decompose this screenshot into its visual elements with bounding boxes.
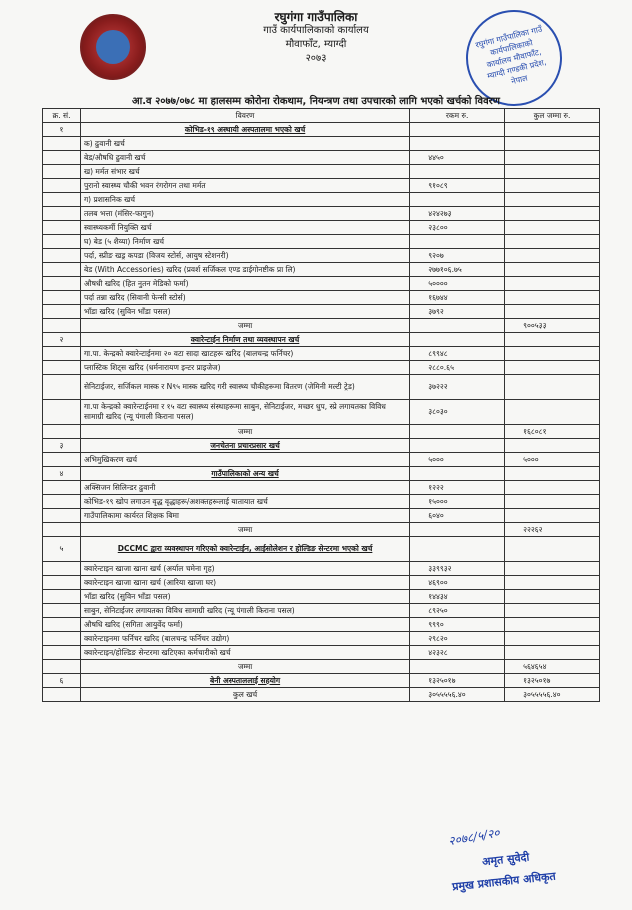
cell-total: २२२६२ [505, 523, 600, 537]
signatory-name: अमृत सुवेदी [481, 850, 530, 869]
cell-sn [43, 618, 81, 632]
cell-sn [43, 425, 81, 439]
cell-amount [410, 660, 505, 674]
cell-description: पर्दा तन्ना खरिद (सिवानी फेन्सी स्टोर्स) [80, 291, 409, 305]
cell-total [505, 249, 600, 263]
table-row [43, 632, 600, 646]
cell-total [505, 439, 600, 453]
cell-sn [43, 347, 81, 361]
cell-total [505, 137, 600, 151]
cell-amount [410, 123, 505, 137]
cell-amount: २७७१०६.७५ [410, 263, 505, 277]
cell-amount: ३८०३० [410, 400, 505, 425]
cell-description: जनचेतना प्रचारप्रसार खर्च [80, 439, 409, 453]
document-title: आ.व २०७७/०७८ मा हालसम्म कोरोना रोकथाम, नियन्त्रण तथा उपचारको लागि भएको खर्चको विवरण [132, 96, 500, 107]
table-row [43, 537, 600, 562]
cell-amount [410, 319, 505, 333]
cell-total: ५६४६५४ [505, 660, 600, 674]
cell-amount: ४२४२७३ [410, 207, 505, 221]
cell-total [505, 495, 600, 509]
cell-amount [410, 235, 505, 249]
cell-description: गा.पा. केन्द्रको क्वारेन्टाईनमा २० वटा सादा खाटहरू खरिद (बालचन्द्र फर्निचर) [80, 347, 409, 361]
table-row [43, 179, 600, 193]
cell-amount [410, 467, 505, 481]
cell-amount: ३७२२२ [410, 375, 505, 400]
cell-sn [43, 523, 81, 537]
table-row [43, 425, 600, 439]
cell-total [505, 305, 600, 319]
cell-amount: ३०५५५५६.४० [410, 688, 505, 702]
cell-total: १३२५०१७ [505, 674, 600, 688]
table-row [43, 221, 600, 235]
cell-amount: १३२५०१७ [410, 674, 505, 688]
cell-amount: १५००० [410, 495, 505, 509]
cell-description: जम्मा [80, 660, 409, 674]
cell-description: जम्मा [80, 319, 409, 333]
stamp-text: रघुगंगा गाउँपालिका गाउँ कार्यपालिकाको कार्यालय मौवाफाँट, म्याग्दी गण्डकी प्रदेश, नेपाल [474, 24, 548, 86]
cell-amount: ४२३२८ [410, 646, 505, 660]
cell-sn [43, 277, 81, 291]
col-header-description: विवरण [80, 109, 409, 123]
cell-amount: ९१०८९ [410, 179, 505, 193]
cell-description: ग) प्रशासनिक खर्च [80, 193, 409, 207]
table-row [43, 646, 600, 660]
cell-amount [410, 523, 505, 537]
cell-sn [43, 660, 81, 674]
cell-total [505, 347, 600, 361]
cell-amount [410, 537, 505, 562]
cell-sn [43, 235, 81, 249]
cell-description: क्वारेन्टाइनमा फर्निचर खरिद (बालचन्द्र फर्निचर उद्योग) [80, 632, 409, 646]
cell-sn [43, 193, 81, 207]
cell-amount: १६७४४ [410, 291, 505, 305]
cell-amount [410, 165, 505, 179]
cell-amount: ९२०७ [410, 249, 505, 263]
cell-description: बेड/औषधि ढुवानी खर्च [80, 151, 409, 165]
table-row [43, 165, 600, 179]
table-row [43, 207, 600, 221]
cell-total [505, 179, 600, 193]
cell-sn: ६ [43, 674, 81, 688]
table-row [43, 618, 600, 632]
cell-total [505, 481, 600, 495]
cell-sn [43, 562, 81, 576]
cell-total [505, 400, 600, 425]
table-row [43, 305, 600, 319]
cell-description: पर्दा, स्प्रीङ खड्र कपडा (विजय स्टोर्स, आयुष स्टेशनरी) [80, 249, 409, 263]
cell-sn [43, 576, 81, 590]
cell-sn [43, 632, 81, 646]
cell-description: क्वारेन्टाईन निर्माण तथा व्यवस्थापन खर्च [80, 333, 409, 347]
cell-total: ५००० [505, 453, 600, 467]
cell-sn [43, 375, 81, 400]
cell-description: क) ढुवानी खर्च [80, 137, 409, 151]
cell-sn [43, 590, 81, 604]
cell-amount: ४६९०० [410, 576, 505, 590]
table-row [43, 453, 600, 467]
table-body [43, 123, 600, 702]
cell-sn [43, 291, 81, 305]
cell-amount: ९९९० [410, 618, 505, 632]
cell-total [505, 207, 600, 221]
table-row [43, 400, 600, 425]
cell-sn [43, 305, 81, 319]
cell-sn [43, 646, 81, 660]
expense-table [42, 108, 600, 702]
cell-amount: ८९९४८ [410, 347, 505, 361]
table-row [43, 333, 600, 347]
table-row [43, 319, 600, 333]
cell-total [505, 361, 600, 375]
cell-total [505, 165, 600, 179]
table-row [43, 235, 600, 249]
cell-total: ९००५३३ [505, 319, 600, 333]
table-row [43, 481, 600, 495]
cell-sn [43, 165, 81, 179]
office-name: गाउँ कार्यपालिकाको कार्यालय [263, 25, 369, 36]
cell-sn [43, 604, 81, 618]
cell-sn [43, 495, 81, 509]
cell-sn [43, 509, 81, 523]
cell-amount: ४४५० [410, 151, 505, 165]
cell-total [505, 375, 600, 400]
table-row [43, 361, 600, 375]
cell-amount: ५००० [410, 453, 505, 467]
cell-total [505, 263, 600, 277]
cell-sn [43, 481, 81, 495]
cell-description: क्वारेन्टाइन/होल्डिङ सेन्टरमा खटिएका कर्मचारीको खर्च [80, 646, 409, 660]
col-header-total: कुल जम्मा रु. [505, 109, 600, 123]
cell-total [505, 277, 600, 291]
table-row [43, 509, 600, 523]
cell-description: तलब भत्ता (मंसिर-फागुन) [80, 207, 409, 221]
cell-total [505, 618, 600, 632]
table-row [43, 151, 600, 165]
cell-amount: ५०००० [410, 277, 505, 291]
cell-total [505, 467, 600, 481]
table-row [43, 137, 600, 151]
cell-description: कुल खर्च [80, 688, 409, 702]
cell-description: क्वारेन्टाइन खाजा खाना खर्च (अर्याल चमेना गृह) [80, 562, 409, 576]
table-row [43, 375, 600, 400]
cell-description: गा.पा केन्द्रको क्वारेन्टाईनमा र १५ वटा स्वास्थ्य संस्थाहरूमा साबुन, सेनिटाईजर, मच्छर धुप, स्प्रे लगायतका विविध सामाग्री खरिद (न्यू पंगाली किराना पसल) [80, 400, 409, 425]
cell-description: बेड (With Accessories) खरिद (प्रवर्श सर्जिकल एण्ड डाईगोनष्टीक प्रा लि) [80, 263, 409, 277]
office-address: मौवाफाँट, म्याग्दी [285, 39, 347, 50]
signature-scribble: २०७८/५/२० [447, 825, 501, 849]
cell-amount: २३८०० [410, 221, 505, 235]
cell-sn [43, 137, 81, 151]
cell-description: सेनिटाईजर, सर्जिकल मास्क र N९५ मास्क खरिद गरी स्वास्थ्य चौकीहरूमा वितरण (जेमिनी मल्टी ट्रेड) [80, 375, 409, 400]
cell-amount [410, 193, 505, 207]
cell-sn [43, 249, 81, 263]
cell-description: स्वास्थ्यकर्मी नियुक्ति खर्च [80, 221, 409, 235]
cell-amount: १२२२ [410, 481, 505, 495]
cell-total [505, 151, 600, 165]
cell-total [505, 291, 600, 305]
cell-sn: २ [43, 333, 81, 347]
cell-sn [43, 263, 81, 277]
col-header-amount: रकम रु. [410, 109, 505, 123]
letterhead-year: २०७३ [305, 53, 327, 64]
cell-sn: १ [43, 123, 81, 137]
cell-description: घ) बेड (५ शैय्या) निर्माण खर्च [80, 235, 409, 249]
table-row [43, 249, 600, 263]
cell-description: क्वारेन्टाइन खाजा खाना खर्च (आरिया खाजा घर) [80, 576, 409, 590]
table-row [43, 604, 600, 618]
table-row [43, 439, 600, 453]
cell-sn [43, 151, 81, 165]
cell-total [505, 562, 600, 576]
cell-description: जम्मा [80, 425, 409, 439]
signature-block [438, 822, 598, 902]
cell-description: भाँडा खरिद (सुविन भाँडा पसल) [80, 590, 409, 604]
cell-total [505, 333, 600, 347]
table-row [43, 660, 600, 674]
table-header-row [43, 109, 600, 123]
cell-sn [43, 453, 81, 467]
cell-sn: ३ [43, 439, 81, 453]
cell-total [505, 123, 600, 137]
table-row [43, 467, 600, 481]
table-row [43, 688, 600, 702]
cell-amount [410, 425, 505, 439]
org-name: रघुगंगा गाउँपालिका [274, 10, 358, 24]
cell-sn [43, 361, 81, 375]
cell-amount: ८९२५० [410, 604, 505, 618]
cell-amount: २९८२० [410, 632, 505, 646]
cell-total [505, 509, 600, 523]
cell-sn [43, 688, 81, 702]
cell-description: अभिमुखिकरण खर्च [80, 453, 409, 467]
cell-description: अक्सिजन सिलिन्डर ढुवानी [80, 481, 409, 495]
col-header-sn: क्र. सं. [43, 109, 81, 123]
cell-description: साबुन, सेनिटाईजर लगायतका विविध सामाग्री खरिद (न्यू पंगाली किराना पसल) [80, 604, 409, 618]
cell-description: बेनी अस्पताललाई सहयोग [80, 674, 409, 688]
cell-amount: ३७९२ [410, 305, 505, 319]
table-row [43, 277, 600, 291]
cell-description: गाउँपालिकामा कार्यरत शिक्षक बिमा [80, 509, 409, 523]
table-row [43, 123, 600, 137]
cell-description: ख) मर्मत संभार खर्च [80, 165, 409, 179]
cell-description: जम्मा [80, 523, 409, 537]
table-row [43, 495, 600, 509]
cell-total [505, 576, 600, 590]
cell-description: प्लास्टिक शिट्स खरिद (धर्मनारायण इन्टर प्राइजेज) [80, 361, 409, 375]
cell-total [505, 632, 600, 646]
cell-sn [43, 400, 81, 425]
cell-amount: ६०४० [410, 509, 505, 523]
cell-amount [410, 439, 505, 453]
cell-description: भाँडा खरिद (सुविन भाँडा पसल) [80, 305, 409, 319]
cell-sn [43, 207, 81, 221]
cell-total [505, 590, 600, 604]
signatory-designation: प्रमुख प्रशासकीय अधिकृत [451, 869, 557, 894]
cell-sn [43, 221, 81, 235]
cell-total [505, 646, 600, 660]
cell-amount: १४४३४ [410, 590, 505, 604]
cell-description: DCCMC द्वारा व्यवस्थापन गरिएको क्वारेन्टाईन, आईसोलेशन र होल्डिङ सेन्टरमा भएको खर्च [80, 537, 409, 562]
cell-amount [410, 333, 505, 347]
cell-total: ३०५५५५६.४० [505, 688, 600, 702]
table-row [43, 590, 600, 604]
cell-description: कोभिड-१९ अस्थायी अस्पतालमा भएको खर्च [80, 123, 409, 137]
table-row [43, 193, 600, 207]
table-row [43, 523, 600, 537]
cell-description: पुरानो स्वास्थ्य चौकी भवन रंगरोगन तथा मर्मत [80, 179, 409, 193]
cell-total [505, 537, 600, 562]
cell-total [505, 235, 600, 249]
cell-description: कोभिड-१९ खोप लगाउन वृद्ध वृद्धाहरू/अशक्तहरूलाई यातायात खर्च [80, 495, 409, 509]
cell-sn [43, 319, 81, 333]
cell-description: औषधि खरिद (सगिता आयुर्वेद फर्मा) [80, 618, 409, 632]
table-row [43, 347, 600, 361]
cell-amount: ३३९९३२ [410, 562, 505, 576]
cell-description: औषधी खरिद (हित नुतन मेडिको फर्मा) [80, 277, 409, 291]
table-row [43, 674, 600, 688]
table-row [43, 291, 600, 305]
cell-total [505, 604, 600, 618]
cell-sn: ५ [43, 537, 81, 562]
table-row [43, 562, 600, 576]
cell-description: गाउँपालिकाको अन्य खर्च [80, 467, 409, 481]
cell-total [505, 221, 600, 235]
table-row [43, 576, 600, 590]
cell-sn: ४ [43, 467, 81, 481]
cell-sn [43, 179, 81, 193]
cell-amount [410, 137, 505, 151]
cell-amount: २८८०.६५ [410, 361, 505, 375]
cell-total: १६८०८१ [505, 425, 600, 439]
table-row [43, 263, 600, 277]
cell-total [505, 193, 600, 207]
